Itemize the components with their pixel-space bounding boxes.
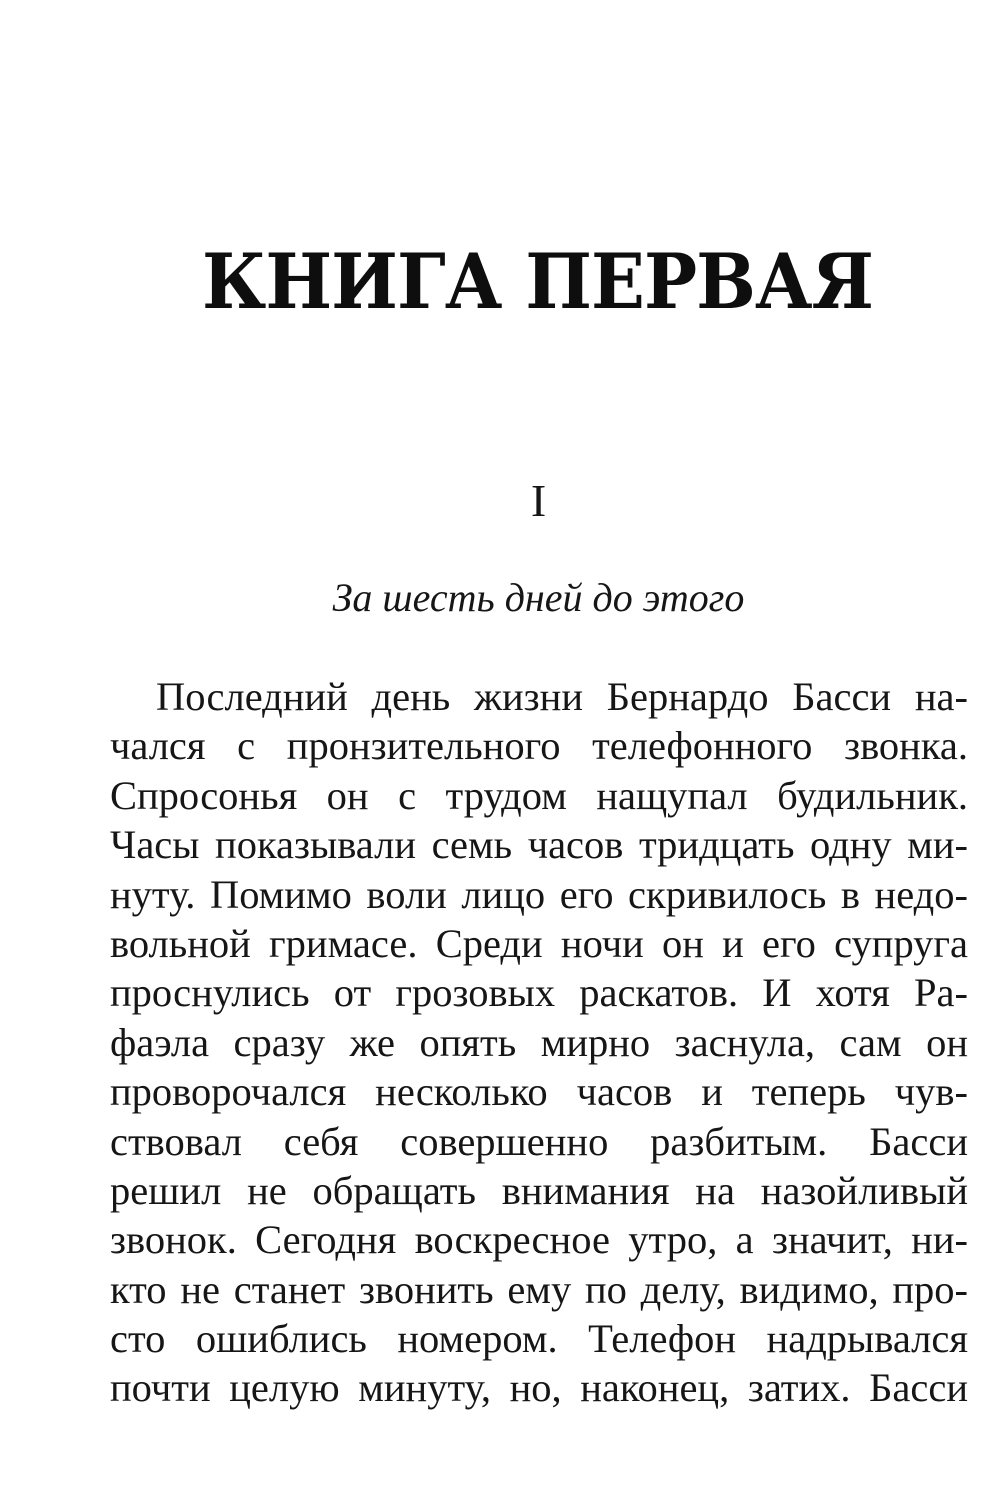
text-line: чался с пронзительного телефонного звонка. — [110, 723, 968, 769]
text-line: проснулись от грозовых раскатов. И хотя Ра- — [110, 970, 968, 1016]
text-line: нуту. Помимо воли лицо его скривилось в недо- — [110, 871, 968, 917]
text-line: почти целую минуту, но, наконец, затих. Басси — [110, 1365, 968, 1411]
text-line: вольной гримасе. Среди ночи он и его супруга — [110, 920, 968, 966]
chapter-subtitle: За шесть дней до этого — [332, 575, 745, 620]
chapter-number: I — [530, 475, 547, 526]
text-line: Часы показывали семь часов тридцать одну ми- — [110, 822, 968, 868]
text-line: Спросонья он с трудом нащупал будильник. — [110, 772, 968, 818]
book-heading: КНИГА ПЕРВАЯ — [201, 237, 874, 326]
text-line: звонок. Сегодня воскресное утро, а значит, ни- — [110, 1217, 968, 1263]
text-line: решил не обращать внимания на назойливый — [110, 1167, 968, 1213]
text-line: сто ошиблись номером. Телефон надрывался — [110, 1316, 968, 1362]
body-text — [110, 672, 968, 1413]
text-line: проворочался несколько часов и теперь чув- — [110, 1069, 968, 1115]
text-line: фаэла сразу же опять мирно заснула, сам он — [110, 1019, 968, 1065]
text-line: Последний день жизни Бернардо Басси на- — [156, 674, 968, 719]
text-line: кто не станет звонить ему по делу, видимо, про- — [110, 1266, 968, 1312]
text-line: ствовал себя совершенно разбитым. Басси — [110, 1118, 968, 1164]
